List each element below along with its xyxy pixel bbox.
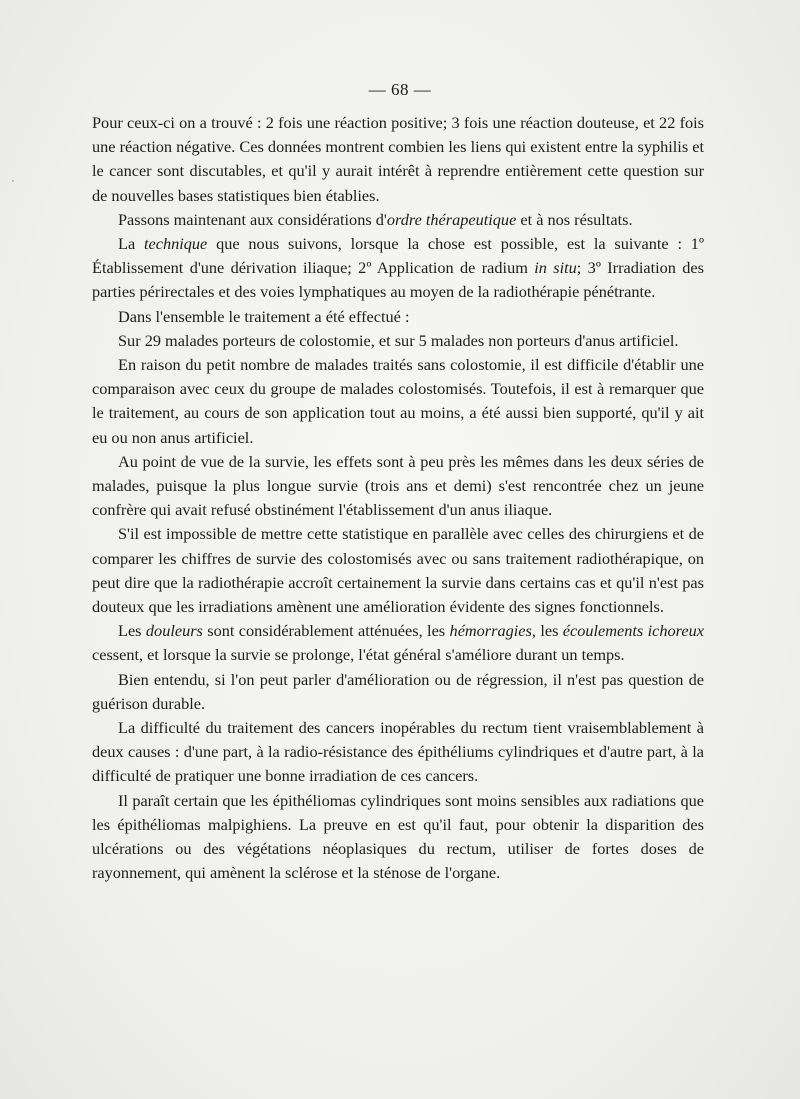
text-run: ; 3º Irradiation des parties périrectales et des voies lymphatiques au moyen de la radiothérapie pénétrante. [92, 258, 704, 302]
text-run: cessent, et lorsque la survie se prolonge, l'état général s'améliore durant un temps. [92, 645, 625, 665]
paragraph [92, 111, 704, 208]
paragraph [92, 668, 704, 716]
italic-text: technique [143, 234, 208, 254]
text-run: Sur 29 malades porteurs de colostomie, et sur 5 malades non porteurs d'anus artificiel. [118, 330, 679, 350]
text-run: Au point de vue de la survie, les effets sont à peu près les mêmes dans les deux séries de malades, puisque la plus longue survie (trois ans et demi) s'est rencontrée chez un jeune confrère qui avait refusé obstinément l'établissement d'un anus iliaque. [92, 451, 704, 520]
scan-edge-mark [12, 180, 14, 182]
italic-text: in situ [534, 258, 577, 278]
paragraph [92, 450, 704, 523]
paragraph [92, 353, 704, 450]
italic-text: douleurs [145, 621, 203, 641]
text-run: En raison du petit nombre de malades traités sans colostomie, il est difficile d'établir une comparaison avec ceux du groupe de malades colostomisés. Toutefois, il est à remarquer que le traitement, au cours de son application tout au moins, a été aussi bien supporté, qu'il y ait eu ou non anus artificiel. [92, 355, 704, 447]
paragraph [92, 619, 704, 667]
text-run: Les [118, 621, 146, 641]
paragraph [92, 232, 704, 305]
paragraph [92, 789, 704, 886]
italic-text: hémorragies [449, 621, 532, 641]
text-run: que nous suivons, lorsque la chose est possible, est la suivante : 1º Établissement d'une dérivation iliaque; 2º Application de radium [92, 234, 704, 278]
text-run: S'il est impossible de mettre cette statistique en parallèle avec celles des chirurgiens et de comparer les chiffres de survie des colostomisés avec ou sans traitement radiothérapique, on peut dire que la radiothérapie accroît certainement la survie dans certains cas et qu'il n'est pas douteux que les irradiations amènent une amélioration évidente des signes fonctionnels. [92, 524, 704, 617]
paragraph [92, 329, 704, 353]
text-run: et à nos résultats. [516, 209, 633, 229]
paragraph [92, 716, 704, 789]
text-run: La [118, 234, 144, 254]
text-run: Il paraît certain que les épithéliomas cylindriques sont moins sensibles aux radiations que les épithéliomas malpighiens. La preuve en est qu'il faut, pour obtenir la disparition des ulcérations ou des végétations néoplasiques du rectum, utiliser de fortes doses de rayonnement, qui amènent la sclérose et la sténose de l'organe. [92, 790, 704, 883]
italic-text: ordre thérapeutique [386, 209, 517, 229]
body-text [92, 111, 704, 886]
page-number: — 68 — [368, 80, 432, 99]
text-run: Passons maintenant aux considérations d' [118, 209, 387, 229]
paragraph [92, 208, 704, 232]
text-run: Dans l'ensemble le traitement a été effectué : [118, 306, 410, 326]
paragraph [92, 522, 704, 619]
text-run: Pour ceux-ci on a trouvé : 2 fois une réaction positive; 3 fois une réaction douteuse, et 22 fois une réaction négative. Ces données montrent combien les liens qui existent entre la syphilis et le cancer sont discutables, et qu'il y aurait intérêt à reprendre entièrement cette question sur de nouvelles bases statistiques bien établies. [92, 113, 704, 205]
italic-text: écoulements ichoreux [562, 621, 705, 641]
text-run: Bien entendu, si l'on peut parler d'amélioration ou de régression, il n'est pas question de guérison durable. [92, 669, 704, 713]
text-run: , les [531, 621, 563, 641]
paragraph [92, 305, 704, 329]
text-run: sont considérablement atténuées, les [202, 621, 450, 641]
text-run: La difficulté du traitement des cancers inopérables du rectum tient vraisemblablement à deux causes : d'une part, à la radio-résistance des épithéliums cylindriques et d'autre part, à la difficulté de pratiquer une bonne irradiation de ces cancers. [92, 718, 704, 786]
